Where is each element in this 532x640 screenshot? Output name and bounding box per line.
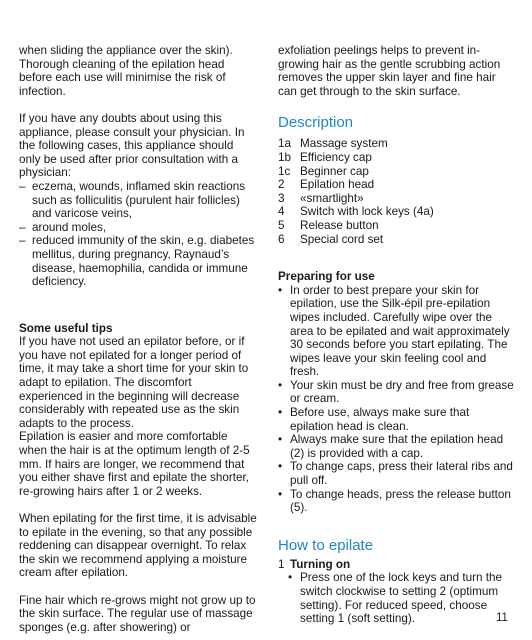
list-item: 3 «smartlight» [278, 191, 364, 205]
paragraph-physician: If you have any doubts about using this appliance, please consult your physician. In the following cases, this appliance should only be used after prior consultation with a physician: [19, 111, 245, 180]
description-list [278, 137, 434, 246]
step-title: Turning on [290, 557, 351, 571]
list-item: • Before use, always make sure that epilation head is clean. [278, 406, 516, 433]
paragraph-cleaning: when sliding the appliance over the skin). Thorough cleaning of the epilation head before each use will minimise the risk of infection. [19, 44, 233, 98]
page-number: 11 [496, 612, 508, 624]
paragraph-tips-length: Epilation is easier and more comfortable when the hair is at the optimum length of 2-5 mm. If hairs are longer, we recommend that you either shave first and epilate the shorter, re-growing hairs after 1 or 2 weeks. [19, 430, 250, 498]
list-item: • To change heads, press the release button (5). [278, 488, 516, 515]
list-item: • In order to best prepare your skin for epilation, use the Silk-épil pre-epilation wipes included. Carefully wipe over the area to be epilated and wait approximately 30 seconds before you start epilating. The wipes leave your skin feeling cool and fresh. [278, 284, 516, 379]
paragraph-exfoliation: exfoliation peelings helps to prevent in-growing hair as the gentle scrubbing action removes the upper skin layer and fine hair can get through to the skin surface. [278, 44, 501, 98]
list-item: 1a Massage system [278, 137, 388, 151]
left-column [19, 44, 257, 634]
list-item: – reduced immunity of the skin, e.g. diabetes mellitus, during pregnancy, Raynaud’s disease, haemophilia, candida or immune deficiency. [19, 234, 257, 288]
list-item: 1c Beginner cap [278, 164, 369, 178]
step-1-list [278, 571, 516, 625]
list-item: • To change caps, press their lateral ribs and pull off. [278, 460, 516, 487]
list-item: 5 Release button [278, 218, 379, 232]
how-to-epilate-heading: How to epilate [278, 536, 374, 554]
list-item: – eczema, wounds, inflamed skin reactions such as folliculitis (purulent hair follicles) and varicose veins, [19, 180, 257, 221]
step-number: 1 [278, 557, 285, 571]
list-item: 2 Epilation head [278, 178, 375, 192]
tips-heading: Some useful tips [19, 321, 113, 335]
list-item: • Press one of the lock keys and turn the switch clockwise to setting 2 (optimum setting). For reduced speed, choose setting 1 (soft setting). [288, 571, 516, 625]
paragraph-first-time: When epilating for the first time, it is advisable to epilate in the evening, so that any possible reddening can disappear overnight. To relax the skin we recommend applying a moisture cream after epilation. [19, 512, 257, 580]
list-item: • Always make sure that the epilation head (2) is provided with a cap. [278, 433, 516, 460]
contraindication-list [19, 180, 257, 289]
preparing-list [278, 284, 516, 515]
list-item: • Your skin must be dry and free from grease or cream. [278, 379, 516, 406]
list-item: 6 Special cord set [278, 232, 384, 246]
step-turning-on [278, 558, 516, 572]
preparing-heading: Preparing for use [278, 270, 375, 284]
list-item: 4 Switch with lock keys (4a) [278, 205, 434, 219]
description-heading: Description [278, 114, 354, 132]
right-column [278, 44, 516, 626]
paragraph-fine-hair: Fine hair which re-grows might not grow up to the skin surface. The regular use of massage sponges (e.g. after showering) or [19, 593, 256, 634]
paragraph-tips-adapt: If you have not used an epilator before, or if you have not epilated for a longer period of time, it may take a short time for your skin to adapt to epilation. The discomfort experienced in the beginning will decrease considerably with repeated use as the skin adapts to the process. [19, 335, 249, 430]
list-item: – around moles, [19, 221, 257, 235]
list-item: 1b Efficiency cap [278, 150, 372, 164]
